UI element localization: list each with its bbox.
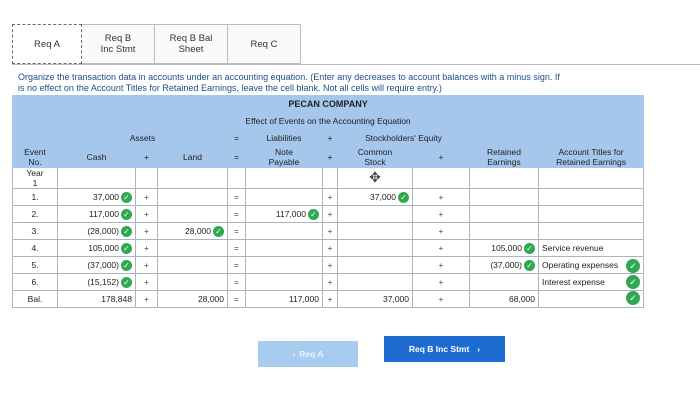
check-icon: ✓ xyxy=(626,275,640,289)
plus-sign: + xyxy=(323,257,338,274)
account-title-select[interactable]: Service revenue xyxy=(539,240,644,257)
bal-label: Bal. xyxy=(13,291,58,308)
check-icon: ✓ xyxy=(121,243,132,254)
retained-earnings-input[interactable] xyxy=(470,240,539,257)
common-stock-input[interactable] xyxy=(338,223,413,240)
chevron-left-icon: ‹ xyxy=(292,349,296,359)
plus-sign: + xyxy=(323,189,338,206)
cash-value: 105,000 xyxy=(88,243,119,253)
note-payable-header: Note Payable xyxy=(246,147,323,168)
row-check-column xyxy=(626,259,640,305)
cash-input[interactable] xyxy=(58,240,136,257)
prev-button-label: Req A xyxy=(299,349,324,359)
plus-sign: + xyxy=(323,223,338,240)
retained-value: (37,000) xyxy=(490,260,522,270)
event-no: 4. xyxy=(13,240,58,257)
tab-req-b-bal-sheet[interactable] xyxy=(155,24,228,64)
common-stock-input[interactable] xyxy=(338,274,413,291)
equals-sign: = xyxy=(228,257,246,274)
cash-input[interactable] xyxy=(58,274,136,291)
table-row xyxy=(13,240,644,257)
event-no: 2. xyxy=(13,206,58,223)
event-no: 5. xyxy=(13,257,58,274)
year-label: Year 1 xyxy=(13,168,58,189)
accounting-equation-table xyxy=(12,95,643,338)
tab-bar xyxy=(12,24,301,64)
tab-label: Req B Bal Sheet xyxy=(169,33,213,55)
retained-earnings-balance: 68,000 xyxy=(470,291,539,308)
land-input[interactable] xyxy=(158,206,228,223)
check-icon: ✓ xyxy=(121,192,132,203)
common-value: 37,000 xyxy=(370,192,396,202)
plus-sign: + xyxy=(136,257,158,274)
instructions-line: is no effect on the Account Titles for Retained Earnings, leave the cell blank. Not all cells will require entry.) xyxy=(18,83,442,93)
plus-sign: + xyxy=(136,147,158,168)
plus-sign: + xyxy=(413,189,470,206)
account-title-select[interactable] xyxy=(539,223,644,240)
cash-value: (37,000) xyxy=(87,260,119,270)
check-icon: ✓ xyxy=(213,226,224,237)
check-icon: ✓ xyxy=(524,243,535,254)
plus-sign: + xyxy=(413,206,470,223)
equals-sign: = xyxy=(228,189,246,206)
tab-req-c[interactable]: Req C xyxy=(228,24,301,64)
check-icon: ✓ xyxy=(626,291,640,305)
tab-req-b-inc-stmt[interactable] xyxy=(82,24,155,64)
common-stock-input[interactable] xyxy=(338,257,413,274)
balance-row xyxy=(13,291,644,308)
event-no: 1. xyxy=(13,189,58,206)
cash-balance: 178,848 xyxy=(58,291,136,308)
prev-button[interactable] xyxy=(258,341,358,367)
plus-sign: + xyxy=(136,189,158,206)
note-payable-input[interactable] xyxy=(246,206,323,223)
plus-sign: + xyxy=(413,223,470,240)
equals-sign: = xyxy=(228,206,246,223)
retained-earnings-input[interactable] xyxy=(470,206,539,223)
cash-value: 37,000 xyxy=(93,192,119,202)
check-icon: ✓ xyxy=(121,260,132,271)
table-row xyxy=(13,189,644,206)
tab-divider xyxy=(12,64,700,65)
land-input[interactable] xyxy=(158,223,228,240)
plus-sign: + xyxy=(413,257,470,274)
equals-sign: = xyxy=(228,147,246,168)
retained-earnings-input[interactable] xyxy=(470,223,539,240)
equals-sign: = xyxy=(228,291,246,308)
account-title-select[interactable]: Operating expenses xyxy=(539,257,644,274)
plus-sign: + xyxy=(323,206,338,223)
cash-value: (28,000) xyxy=(87,226,119,236)
account-title-select[interactable]: Interest expense xyxy=(539,274,644,291)
plus-sign: + xyxy=(136,240,158,257)
table-row xyxy=(13,274,644,291)
land-input[interactable] xyxy=(158,257,228,274)
plus-sign: + xyxy=(136,291,158,308)
equals-sign: = xyxy=(228,240,246,257)
check-icon: ✓ xyxy=(398,192,409,203)
equals-sign: = xyxy=(228,223,246,240)
cash-value: (15,152) xyxy=(87,277,119,287)
event-header: Event No. xyxy=(13,147,58,168)
equals-sign: = xyxy=(228,130,246,147)
table-row xyxy=(13,206,644,223)
plus-sign: + xyxy=(323,291,338,308)
note-payable-input[interactable] xyxy=(246,223,323,240)
common-stock-input[interactable] xyxy=(338,206,413,223)
plus-sign: + xyxy=(136,274,158,291)
cash-value: 117,000 xyxy=(88,209,119,219)
common-stock-balance: 37,000 xyxy=(338,291,413,308)
plus-sign: + xyxy=(413,147,470,168)
plus-sign: + xyxy=(413,240,470,257)
common-stock-input[interactable] xyxy=(338,240,413,257)
plus-sign: + xyxy=(323,274,338,291)
plus-sign: + xyxy=(323,147,338,168)
note-value: 117,000 xyxy=(275,209,306,219)
check-icon: ✓ xyxy=(308,209,319,220)
land-value: 28,000 xyxy=(185,226,211,236)
check-icon: ✓ xyxy=(121,209,132,220)
assets-header: Assets xyxy=(58,130,228,147)
land-balance: 28,000 xyxy=(158,291,228,308)
equity-header: Stockholders' Equity xyxy=(338,130,470,147)
plus-sign: + xyxy=(323,240,338,257)
check-icon: ✓ xyxy=(121,226,132,237)
cash-input[interactable] xyxy=(58,189,136,206)
company-name: PECAN COMPANY xyxy=(13,96,644,113)
equals-sign: = xyxy=(228,274,246,291)
check-icon: ✓ xyxy=(524,260,535,271)
note-payable-input[interactable] xyxy=(246,189,323,206)
land-input[interactable] xyxy=(158,189,228,206)
table-row xyxy=(13,223,644,240)
next-button-label: Req B Inc Stmt xyxy=(408,344,470,354)
common-stock-header: Common Stock xyxy=(338,147,413,168)
check-icon: ✓ xyxy=(121,277,132,288)
table-subtitle: Effect of Events on the Accounting Equation xyxy=(13,113,644,130)
next-button[interactable] xyxy=(384,336,505,362)
plus-icon: ✥ xyxy=(338,168,413,189)
plus-sign: + xyxy=(136,223,158,240)
note-payable-input[interactable] xyxy=(246,274,323,291)
event-no: 6. xyxy=(13,274,58,291)
tab-label: Req B Inc Stmt xyxy=(100,33,136,55)
plus-sign: + xyxy=(136,206,158,223)
account-title-select[interactable] xyxy=(539,189,644,206)
check-icon: ✓ xyxy=(626,259,640,273)
cash-input[interactable] xyxy=(58,206,136,223)
retained-earnings-header: Retained Earnings xyxy=(470,147,539,168)
table-row xyxy=(13,257,644,274)
plus-sign: + xyxy=(413,274,470,291)
retained-earnings-input[interactable] xyxy=(470,257,539,274)
cash-header: Cash xyxy=(58,147,136,168)
instructions-line: Organize the transaction data in accounts under an accounting equation. (Enter any decreases to account balances with a minus sign. If xyxy=(18,72,560,82)
retained-value: 105,000 xyxy=(491,243,522,253)
liabilities-header: Liabilities xyxy=(246,130,323,147)
note-payable-input[interactable] xyxy=(246,257,323,274)
land-header: Land xyxy=(158,147,228,168)
common-stock-input[interactable] xyxy=(338,189,413,206)
note-payable-input[interactable] xyxy=(246,240,323,257)
land-input[interactable] xyxy=(158,240,228,257)
account-title-select[interactable] xyxy=(539,206,644,223)
chevron-right-icon: › xyxy=(477,344,481,354)
tab-req-a[interactable]: Req A xyxy=(12,24,82,64)
account-titles-header: Account Titles for Retained Earnings xyxy=(539,147,644,168)
land-input[interactable] xyxy=(158,274,228,291)
cash-input[interactable] xyxy=(58,223,136,240)
instructions xyxy=(18,72,700,94)
plus-sign: + xyxy=(323,130,338,147)
retained-earnings-input[interactable] xyxy=(470,189,539,206)
plus-sign: + xyxy=(413,291,470,308)
retained-earnings-input[interactable] xyxy=(470,274,539,291)
event-no: 3. xyxy=(13,223,58,240)
note-payable-balance: 117,000 xyxy=(246,291,323,308)
cash-input[interactable] xyxy=(58,257,136,274)
